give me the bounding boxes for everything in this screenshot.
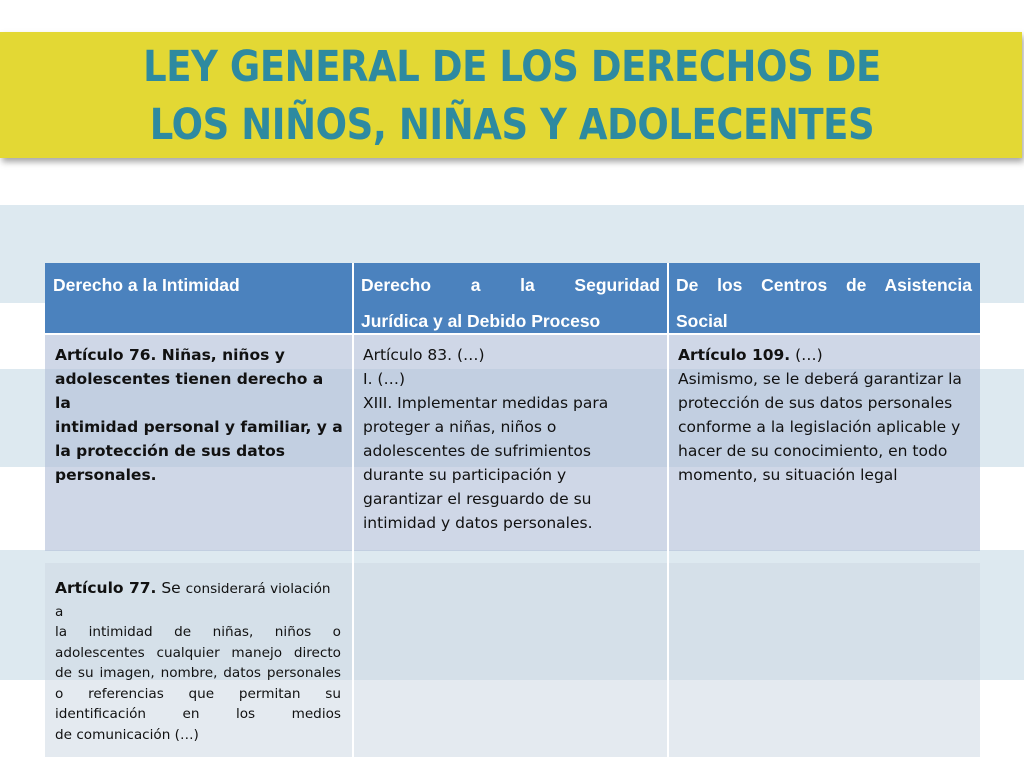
header-derecho-intimidad: Derecho a la Intimidad (45, 263, 353, 333)
cell-empty-col3 (668, 563, 980, 757)
cell-articulo-109: Artículo 109. (…) Asimismo, se le deberá garantizar la protección de sus datos personales conforme a la legislación aplicable y hacer de su conocimiento, en todo momento, su situación legal (668, 335, 980, 551)
column-divider (352, 263, 354, 757)
slide-title-line1: LEY GENERAL DE LOS DERECHOS DE (143, 42, 881, 92)
row-divider (45, 551, 980, 563)
cell-empty-col2 (353, 563, 668, 757)
law-comparison-table (45, 263, 980, 757)
cell-articulo-76: Artículo 76. Niñas, niños y adolescentes tienen derecho a la intimidad personal y familiar, y a la protección de sus datos personales. (45, 335, 353, 551)
row-divider (45, 333, 980, 335)
slide-title (72, 38, 953, 154)
cell-articulo-83: Artículo 83. (…) I. (…) XIII. Implementar medidas para proteger a niñas, niños o adolescentes de sufrimientos durante su participación y garantizar el resguardo de su intimidad y datos personales. (353, 335, 668, 551)
header-centros-asistencia: De los Centros de Asistencia Social (668, 263, 980, 333)
header-seguridad-juridica: Derecho a la Seguridad Jurídica y al Debido Proceso (353, 263, 668, 333)
cell-articulo-77: Artículo 77. Se considerará violación a la intimidad de niñas, niños o adolescentes cualquier manejo directo de su imagen, nombre, datos personales o referencias que permitan su identificación en los medios de comunicación (…) (45, 563, 353, 757)
column-divider (667, 263, 669, 757)
slide-title-line2: LOS NIÑOS, NIÑAS Y ADOLECENTES (149, 100, 875, 150)
